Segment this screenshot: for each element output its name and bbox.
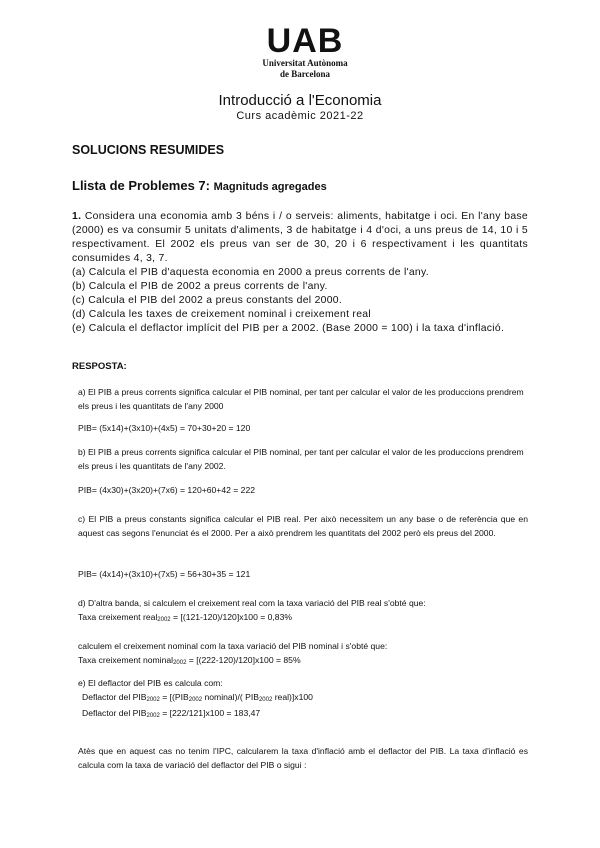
answer-d-real-formula: Taxa creixement real2002 = [(121-120)/120]x100 = 0,83% [78, 611, 293, 623]
problem-list-heading [72, 178, 327, 193]
university-logo [260, 24, 350, 80]
problem-part-b: (b) Calcula el PIB de 2002 a preus corrents de l'any. [72, 281, 328, 292]
problem-text: Considera una economia amb 3 béns i / o serveis: aliments, habitatge i oci. En l'any base (2000) es va consumir 5 unitats d'aliments, 3 de habitatge i 4 d'oci, a uns preus de 14, 10 i 5 respectivament. El 2002 els preus van ser de 30, 20 i 6 respectivament i les quantitats consumides 4, 3, 7. [72, 211, 528, 264]
course-year: Curs acadèmic 2021-22 [236, 110, 364, 122]
problem-number: 1. [72, 211, 82, 222]
problem-part-a: (a) Calcula el PIB d'aquesta economia en 2000 a preus corrents de l'any. [72, 267, 429, 278]
answer-c-text: c) El PIB a preus constants significa calcular el PIB real. Per això necessitem un any base o de referència que en aquest cas segons l'enunciat és el 2000. Per a això prendrem les quantitats del 2002 però els preus del 2000. [78, 514, 528, 538]
problem-intro [72, 210, 528, 266]
solutions-heading: SOLUCIONS RESUMIDES [72, 143, 225, 157]
answer-d-nominal-formula: Taxa creixement nominal2002 = [(222-120)/120]x100 = 85% [78, 654, 301, 666]
institution-name-line1: Universitat Autònoma [262, 58, 348, 68]
answer-c-formula: PIB= (4x14)+(3x10)+(7x5) = 56+30+35 = 121 [78, 569, 251, 579]
answer-e-formula-1: Deflactor del PIB2002 = [(PIB2002 nominal)/( PIB2002 real)]x100 [82, 691, 313, 703]
answer-b-text: b) El PIB a preus corrents significa calcular el PIB nominal, per tant per calcular el valor de les produccions prendrem els preus i les quantitats de l'any 2002. [78, 447, 524, 471]
answer-a-formula: PIB= (5x14)+(3x10)+(4x5) = 70+30+20 = 120 [78, 423, 251, 433]
answer-d-text: d) D'altra banda, si calculem el creixement real com la taxa variació del PIB real s'obté que: Taxa creixement real2002 = [(121-120)/120]x100 = 0,83% [78, 597, 528, 627]
answer-a-text: a) El PIB a preus corrents significa calcular el PIB nominal, per tant per calcular el valor de les produccions prendrem els preus i les quantitats de l'any 2000 [78, 387, 524, 411]
answer-final-text: Atès que en aquest cas no tenim l'IPC, calcularem la taxa d'inflació amb el deflactor del PIB. La taxa d'inflació es calcula com la taxa de variació del deflactor del PIB o sigui : [78, 746, 528, 770]
answer-heading: RESPOSTA: [72, 361, 127, 372]
problem-list-subtitle: Magnituds agregades [213, 181, 327, 193]
answer-e: e) El deflactor del PIB es calcula com: Deflactor del PIB2002 = [(PIB2002 nominal)/( PIB2002 real)]x100 Deflactor del PIB2002 = [222/121]x100 = 183,47 [78, 677, 528, 724]
problem-list-title: Llista de Problemes 7: [72, 178, 210, 193]
problem-statement [72, 210, 528, 336]
problem-part-c: (c) Calcula el PIB del 2002 a preus constants del 2000. [72, 295, 343, 306]
answer-b-formula: PIB= (4x30)+(3x20)+(7x6) = 120+60+42 = 222 [78, 485, 256, 495]
course-title: Introducció a l'Economia [218, 92, 382, 109]
answer-d-nominal: calculem el creixement nominal com la taxa variació del PIB nominal i s'obté que: Taxa creixement nominal2002 = [(222-120)/120]x100 = 85% [78, 640, 528, 670]
answer-e-formula-2: Deflactor del PIB2002 = [222/121]x100 = 183,47 [82, 708, 261, 719]
problem-part-e: (e) Calcula el deflactor implícit del PIB per a 2002. (Base 2000 = 100) i la taxa d'inflació. [72, 323, 505, 334]
uab-logo-mark: UAB [266, 22, 344, 60]
problem-part-d: (d) Calcula les taxes de creixement nominal i creixement real [72, 309, 371, 320]
institution-name-line2: de Barcelona [279, 69, 331, 79]
